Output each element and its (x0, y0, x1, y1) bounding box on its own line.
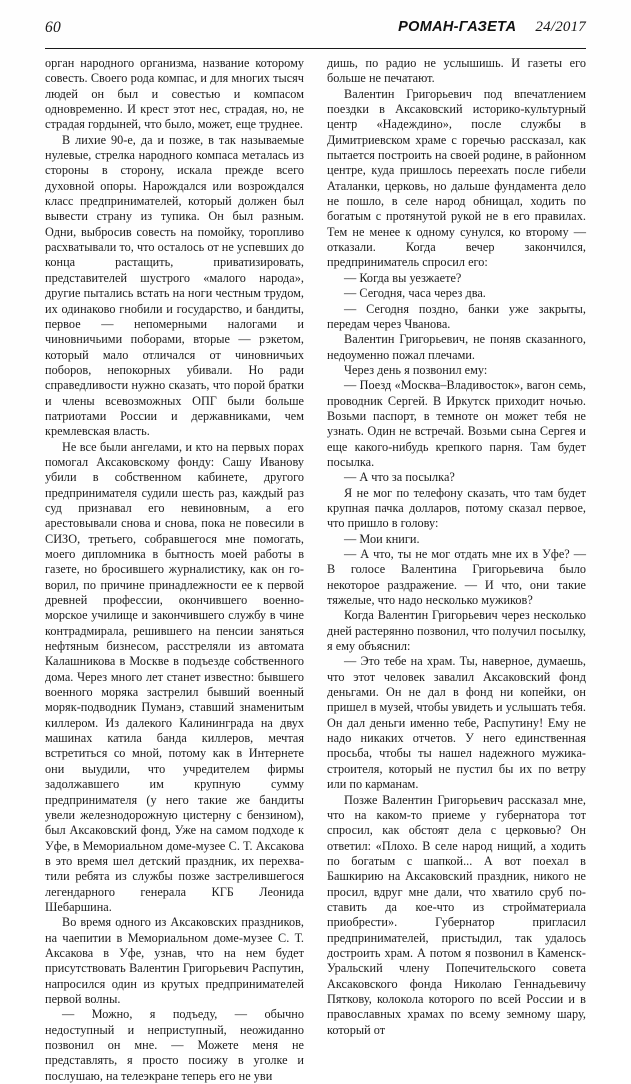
paragraph: дишь, по радио не услышишь. И газеты его больше не печатают. (327, 56, 586, 86)
paragraph: — Сегодня, часа через два. (344, 286, 486, 301)
paragraph: Валентин Григорьевич, не поняв сказанного, недоуменно пожал плечами. (327, 332, 586, 362)
page-number: 60 (45, 19, 61, 36)
paragraph: — А что за посылка? (344, 470, 455, 485)
journal-title: РОМАН-ГАЗЕТА (398, 19, 517, 35)
column-right (327, 56, 587, 1037)
paragraph: — А что, ты не мог отдать мне их в Уфе? — В голосе Валентина Григорьевича было некоторое раздражение. — И что, они такие тяжелые, что надо несколько мужиков? (327, 547, 586, 608)
paragraph: — Можно, я подъеду, — обычно недоступный и неприступный, неожиданно позвонил он мне. — Можете меня не представлять, я просто посижу в уголке и послушаю, на телеэкране теперь его не уви (45, 1007, 304, 1083)
paragraph: — Это тебе на храм. Ты, наверное, думаешь, что этот человек завалил Аксаковский фонд деньгами. Он не дал в фонд ни копейки, он пришел в музей, чтобы увидеть и услышать тебя. Он дал деньги именно тебе, Распутину! Ему не надо никаких отчетов. У него единственная просьба, чтобы ты нашел надежного мужика-строителя, который не пустил бы их по ветру или по карманам. (327, 654, 586, 792)
paragraph: орган народного организма, название которому совесть. Своего рода компас, и для многих тысяч людей он был и совестью и компасом одновременно. И крест этот нес, страдая, но, не страдая гордыней, что было, может, еще труднее. (45, 56, 304, 132)
paragraph: Когда Валентин Григорьевич через несколько дней растерянно позвонил, что получил посылку, я ему объяснил: (327, 608, 587, 654)
running-head-right (398, 20, 586, 35)
paragraph: — Мои книги. (344, 531, 420, 546)
running-head (45, 20, 586, 49)
paragraph: Во время одного из Аксаковских праздников, на чаепитии в Мемориальном доме-музее С. Т. Аксакова в Уфе, узнав, что на нем будет присутствовать Валентин Григорьевич Распутин, напросился один из крутых предпринимателей первой волны. (45, 915, 304, 1006)
paragraph: Валентин Григорьевич под впечатлением поездки в Аксаковский историко-культурный центр «Надеждино», после службы в Димитриевском храме с горечью рассказал, как пытается построить на своей родине, в районном центре, куда пришлось переехать после гибели Аталанки, церковь, но дальше фундамента дело не пошло, в селе народ обнищал, ходить по богатым с протянутой рукой не в его правилах. Тем не менее к одному сунулся, ко второму — отказали. Когда вечер закончился, предприниматель спросил его: (327, 86, 586, 270)
paragraph: — Когда вы уезжаете? (344, 270, 462, 285)
paragraph: В лихие 90-е, да и позже, в так называемые нулевые, стрелка народного компаса металась из стороны в сторону, искала прежде всего духовной опоры. Нарождался или возрождался класс предпринимателей, который должен был вывести страну из тупика. Он был разным. Одни, выбросив совесть на помойку, торопливо расхватывали то, что осталось от не успевших до конца растащить, приватизировать, представителей шустрого «малого народа», другие пытались встать на ноги честным трудом, их одинаково гнобили и государство, и бандиты, первое — непомерными налогами и чиновничьими поборами, вторые — рэкетом, который мало отличался от чиновничьих поборов, непокорных убивали. Но ради справедливости нужно сказать, что порой братки и члены всевозможных ОПГ были больше патриотами России и державниками, чем кремлевская власть. (45, 132, 304, 439)
paragraph: Я не мог по телефону сказать, что там будет крупная пачка долларов, потому сказал первое, что пришло в голову: (327, 485, 586, 531)
paragraph: Через день я позвонил ему: (344, 362, 488, 377)
issue-number: 24/2017 (535, 19, 586, 35)
paragraph: Позже Валентин Григорьевич рассказал мне, что на каком-то приеме у губернатора тот спросил, как обстоят дела с церковью? Он ответил: «Плохо. В селе народ нищий, а ходить по богатым с шапкой... А вот поехал в Башкирию на Аксаковский праздник, никого не просил, вдруг мне дали, что хватило сруб поставить да кое-что из стройматериала приобрести». Губернатор пригласил предпринимателей, пристыдил, так удалось достроить храм. А потом я позвонил в Каменск-Уральский члену Попечительского совета Аксаковского фонда Николаю Геннадьевичу Пяткову, колокола которого по всей России и в православных храмах по всему земному шару, который от (327, 792, 586, 1037)
text-columns (45, 56, 587, 1083)
paragraph: Не все были ангелами, и кто на первых порах помогал Аксаковскому фонду: Сашу Иванову убили в собственном кабинете, другого предпринимателя судили шесть раз, каждый раз суд признавал его невиновным, а его арестовывали снова и снова, пока не повесили в СИЗО, третьего, собравшегося мне помогать, моего дипломника в бытность моей работы в газете, но бросившего журналистику, как он говорил, по причине принадлежности ее к первой древней профессии, окончившего военно-морское училище и закончившего службу в чине контрадмирала, решившего на пенсии заняться нефтяным бизнесом, расстреляли из автомата Калашникова в Москве в подъезде собственного дома. Через много лет станет известно: бывшего военного моряка застрелил бывший военный моряк-подводник Пуманэ, ставший знаменитым киллером. Из далекого Калининграда на двух машинах катила банда киллеров, мечтая встретиться со мной, потому как в Интернете они выудили, что учредителем фирмы задолжавшего им крупную сумму предпринимателя (у него такие же бандиты увели железнодорожную цистерну с бензином), был Аксаковский фонд, Уже на самом подходе к Уфе, в Мемориальном доме-музее С. Т. Аксакова в это время шел детский праздник, их перехватили ребята из службы позже застрелившегося легендарного генерала КГБ Леонида Шебаршина. (45, 439, 304, 914)
paragraph: — Поезд «Москва–Владивосток», вагон семь, проводник Сергей. В Иркутск приходит ночью. Возьми паспорт, в темноте он может тебя не узнать. Один не встречай. Возьми сына Сергея и еще какого-нибудь крепкого парня. Там будет посылка. (327, 378, 586, 469)
paragraph: — Сегодня поздно, банки уже закрыты, передам через Чванова. (327, 301, 586, 331)
column-left (45, 56, 304, 1083)
